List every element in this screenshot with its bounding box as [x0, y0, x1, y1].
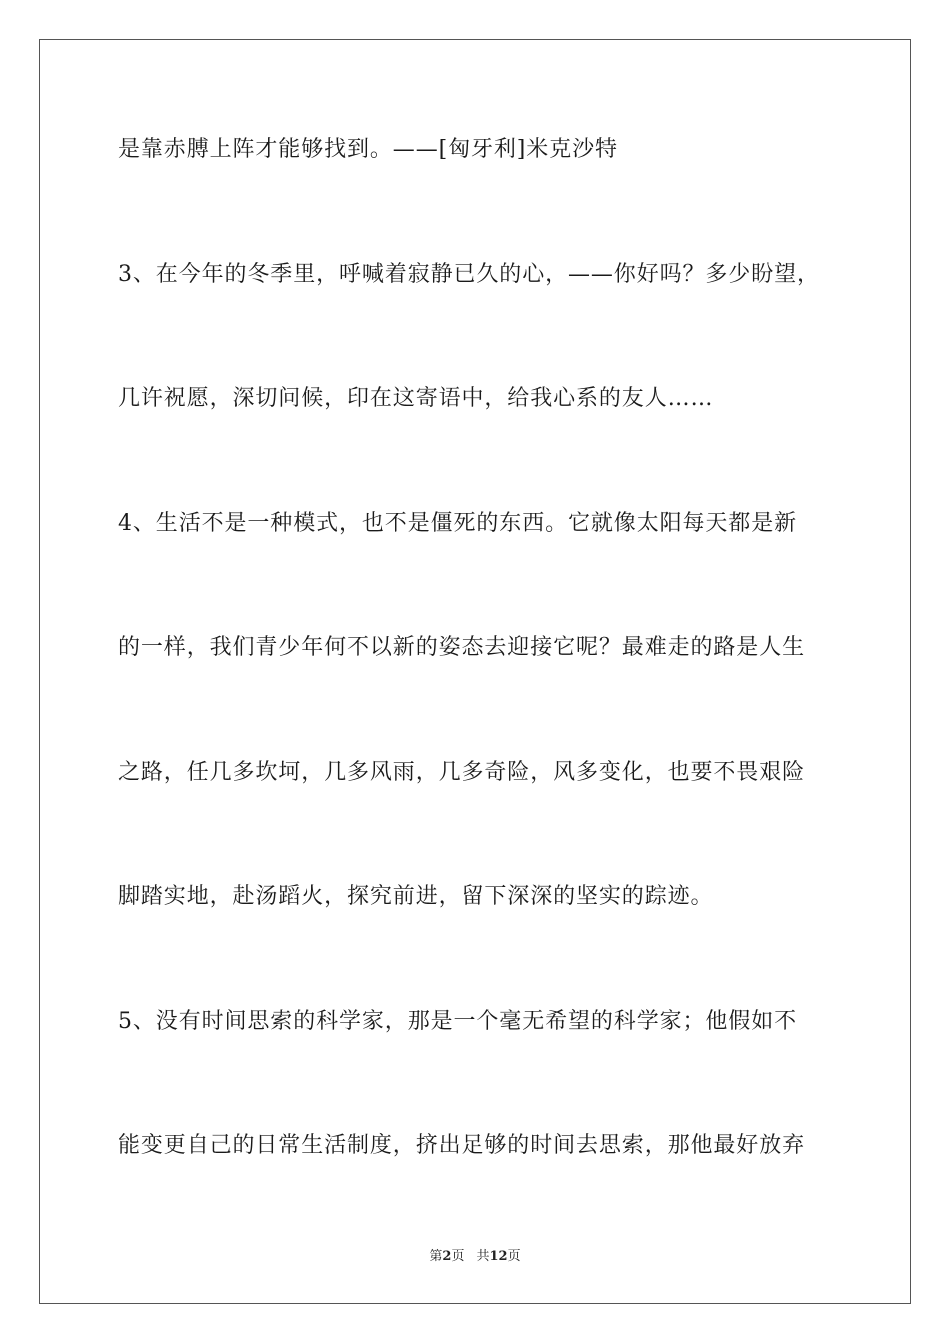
text-line: 几许祝愿，深切问候，印在这寄语中，给我心系的友人…… [118, 386, 714, 411]
text-line: 能变更自己的日常生活制度，挤出足够的时间去思索，那他最好放弃 [118, 1133, 806, 1158]
total-prefix: 共 [476, 1249, 490, 1264]
total-unit: 页 [507, 1249, 521, 1264]
page-unit: 页 [451, 1249, 465, 1264]
current-page-number: 2 [442, 1249, 452, 1264]
text-line: 3、在今年的冬季里，呼喊着寂静已久的心，——你好吗？多少盼望， [118, 262, 820, 287]
text-line: 的一样，我们青少年何不以新的姿态去迎接它呢？最难走的路是人生 [118, 635, 806, 660]
page-footer [0, 1245, 950, 1264]
page-prefix: 第 [429, 1249, 443, 1264]
text-line: 5、没有时间思索的科学家，那是一个毫无希望的科学家；他假如不 [118, 1009, 797, 1034]
total-page-number: 12 [489, 1249, 508, 1264]
page-border [39, 39, 911, 1304]
text-line: 是靠赤膊上阵才能够找到。——[匈牙利]米克沙特 [118, 137, 618, 162]
text-line: 4、生活不是一种模式，也不是僵死的东西。它就像太阳每天都是新 [118, 511, 797, 536]
text-line: 脚踏实地，赴汤蹈火，探究前进，留下深深的坚实的踪迹。 [118, 884, 714, 909]
text-line: 之路，任几多坎坷，几多风雨，几多奇险，风多变化，也要不畏艰险 [118, 760, 806, 785]
